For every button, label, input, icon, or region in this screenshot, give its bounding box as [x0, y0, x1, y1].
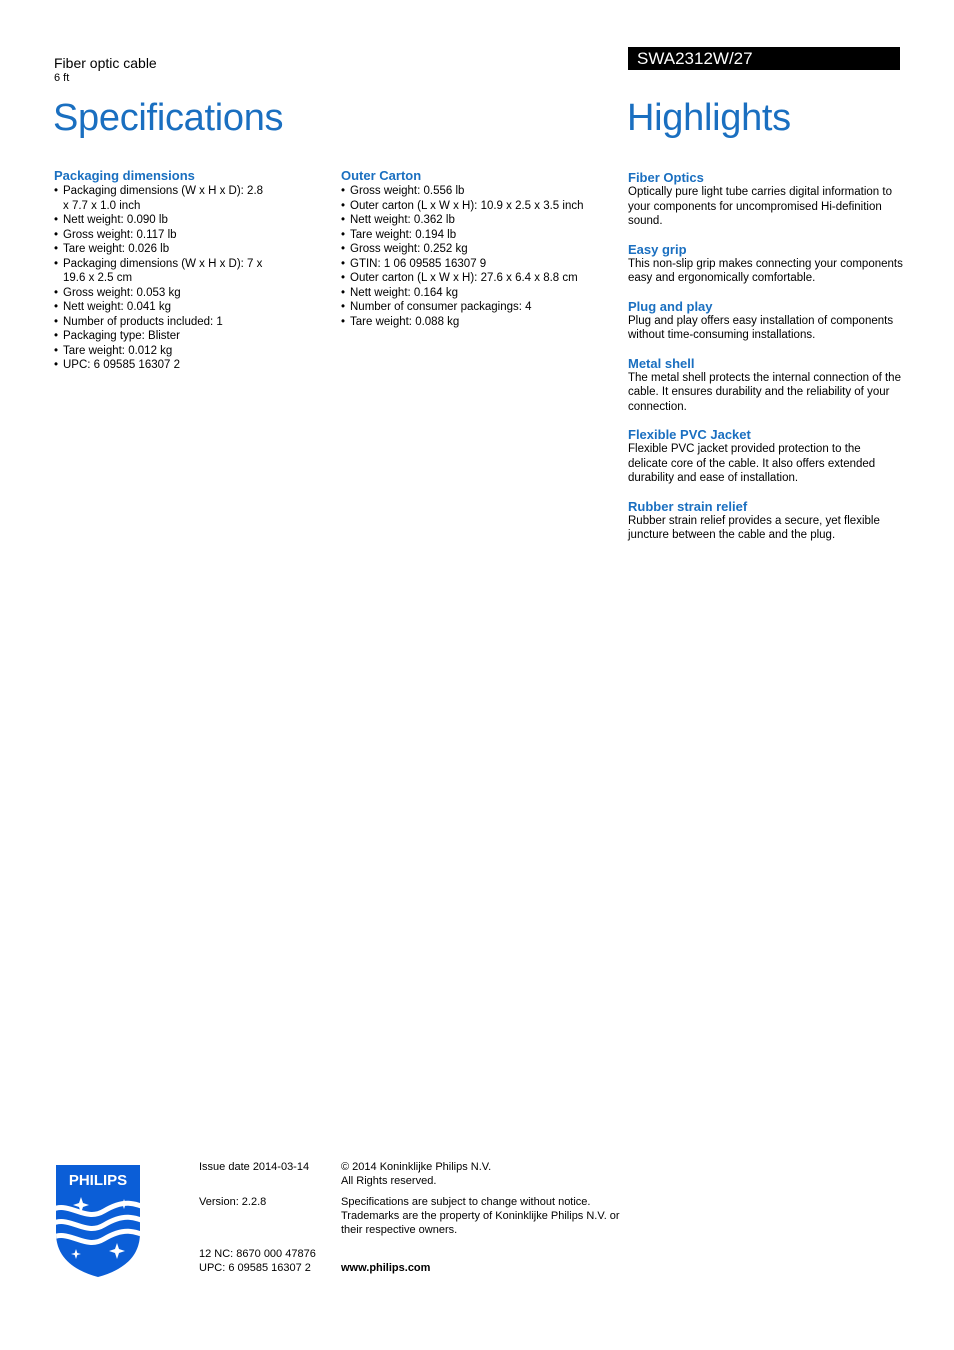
highlight-title: Easy grip [628, 241, 687, 257]
highlight-item [628, 242, 903, 286]
spec-item: • Gross weight: 0.053 kg [54, 286, 269, 301]
spec-item: • Packaging type: Blister [54, 329, 269, 344]
version: Version: 2.2.8 [199, 1196, 267, 1208]
rights-reserved: All Rights reserved. [341, 1175, 437, 1187]
packaging-dimensions-section [54, 168, 269, 373]
logo-wordmark: PHILIPS [68, 1172, 128, 1189]
specifications-title: Specifications [53, 97, 284, 139]
highlight-title: Plug and play [628, 298, 713, 314]
footer-upc: UPC: 6 09585 16307 2 [199, 1262, 311, 1274]
highlight-body: Flexible PVC jacket provided protection to the delicate core of the cable. It also offers extended durability and ease of installation. [628, 443, 876, 484]
spec-item: • Tare weight: 0.012 kg [54, 344, 269, 359]
highlight-item [628, 499, 903, 543]
highlights-title: Highlights [627, 97, 791, 139]
highlight-body: Optically pure light tube carries digital information to your components for uncompromised Hi-definition sound. [628, 186, 892, 227]
spec-item: • Tare weight: 0.026 lb [54, 242, 269, 257]
highlight-item [628, 299, 903, 343]
spec-item: • Number of consumer packagings: 4 [341, 300, 611, 315]
highlight-item [628, 170, 903, 229]
spec-item: • Nett weight: 0.041 kg [54, 300, 269, 315]
spec-item: • Outer carton (L x W x H): 10.9 x 2.5 x 3.5 inch [341, 199, 611, 214]
spec-item: • Packaging dimensions (W x H x D): 7 x 19.6 x 2.5 cm [54, 257, 269, 286]
spec-item: • Packaging dimensions (W x H x D): 2.8 x 7.7 x 1.0 inch [54, 184, 269, 213]
philips-shield-logo [54, 1163, 142, 1279]
highlight-body: Plug and play offers easy installation of components without time-consuming installations. [628, 314, 894, 341]
spec-item: • GTIN: 1 06 09585 16307 9 [341, 257, 611, 272]
spec-item: • Outer carton (L x W x H): 27.6 x 6.4 x 8.8 cm [341, 271, 611, 286]
disclaimer: Specifications are subject to change without notice. Trademarks are the property of Koninklijke Philips N.V. or their respective owners. [341, 1196, 620, 1236]
spec-item: • Number of products included: 1 [54, 315, 269, 330]
highlight-title: Fiber Optics [628, 170, 704, 185]
spec-item: • Nett weight: 0.090 lb [54, 213, 269, 228]
highlight-title: Flexible PVC Jacket [628, 427, 751, 442]
spec-item: • Tare weight: 0.088 kg [341, 315, 611, 330]
spec-item: • Gross weight: 0.117 lb [54, 228, 269, 243]
highlight-body: The metal shell protects the internal connection of the cable. It ensures durability and the reliability of your connection. [628, 371, 901, 413]
spec-item: • Nett weight: 0.164 kg [341, 286, 611, 301]
highlights-list [628, 170, 903, 556]
section-heading: Packaging dimensions [54, 168, 195, 183]
nc-number: 12 NC: 8670 000 47876 [199, 1248, 316, 1260]
outer-carton-section [341, 168, 611, 329]
highlight-title: Rubber strain relief [628, 498, 748, 514]
highlight-item [628, 427, 903, 486]
copyright: © 2014 Koninklijke Philips N.V. [341, 1161, 492, 1173]
model-number-banner: SWA2312W/27 [628, 47, 900, 70]
spec-item: • Gross weight: 0.556 lb [341, 184, 611, 199]
highlight-title: Metal shell [628, 355, 695, 371]
product-name: Fiber optic cable [54, 55, 157, 71]
section-heading: Outer Carton [341, 168, 422, 183]
highlight-body: Rubber strain relief provides a secure, yet flexible juncture between the cable and the plug. [628, 514, 880, 541]
website-link[interactable]: www.philips.com [341, 1262, 431, 1274]
spec-item: • UPC: 6 09585 16307 2 [54, 358, 269, 373]
spec-list [54, 184, 269, 373]
product-length: 6 ft [54, 72, 70, 84]
spec-list [341, 184, 611, 329]
highlight-body: This non-slip grip makes connecting your components easy and ergonomically comfortable. [628, 257, 903, 284]
highlight-item [628, 356, 903, 415]
issue-date: Issue date 2014-03-14 [199, 1161, 310, 1173]
spec-item: • Gross weight: 0.252 kg [341, 242, 611, 257]
spec-item: • Nett weight: 0.362 lb [341, 213, 611, 228]
spec-item: • Tare weight: 0.194 lb [341, 228, 611, 243]
